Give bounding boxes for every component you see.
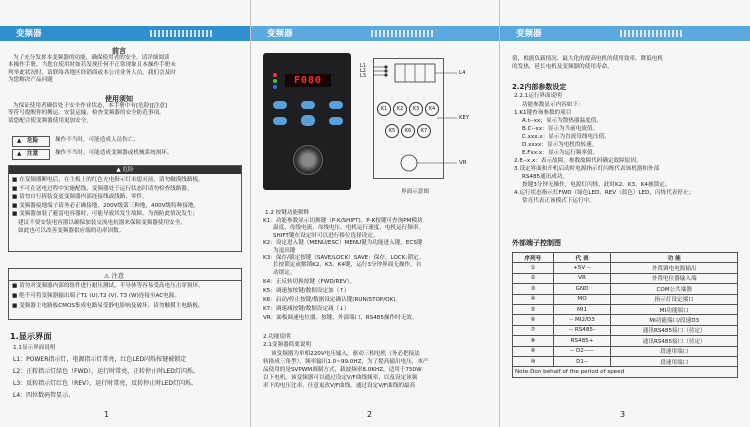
danger-item: ■ 在变频器断电后，在主板上的红色充电指示灯未熄灭前，请勿触摸线路板。 [12, 177, 204, 183]
param-line: E.Fxx.x：显示为运行频率值。 [522, 150, 599, 156]
diagram-key-k5: K5 [385, 124, 399, 138]
header-label: 变频器 [16, 29, 42, 39]
danger-item: ■ 变频器接地端子请务必正确接地，200V级第三种地，400V级特种接地。 [12, 202, 200, 209]
function-line: 转换成三角型），频率输出1.0~99.0HZ，为了提高输出电压，本产 [263, 359, 429, 365]
table-row: ⑤ MI1 MI功能端口 [513, 304, 738, 314]
param-line: D.xxxx：显示为电机的转速。 [522, 142, 598, 148]
caution-legend-text: 操作不当时，可能造成变频器或机械系统损坏。 [55, 150, 173, 156]
table-note: Note:Don behalf of the period of speed [513, 367, 738, 377]
run-stop-key[interactable] [301, 115, 315, 126]
danger-item: 建议不要安装电容器以确保加装交流电抗器来保障变频器使用安全， [18, 219, 186, 226]
display-line: L3：反转指示灯红色（REV），运行时常亮，反转停止时LED灯闪烁。 [13, 380, 197, 387]
param-line: 4.运行状态指示灯FWD（绿色LED，REV（蓝色）LED，闪烁代表停止； [514, 190, 695, 196]
display-line: L4：四位数码管显示。 [13, 392, 75, 399]
key-line: K6：启动/停止按键/数据设定确认键(RUN/STOP/OK)。 [263, 297, 402, 303]
page-2 [251, 0, 499, 427]
speed-knob[interactable] [293, 145, 323, 175]
danger-box-title: ▲ 危险 [9, 166, 241, 174]
safety-title: 使用须知 [105, 95, 133, 103]
table-row: ③ GND COM公共端器 [513, 284, 738, 294]
danger-legend-mark: ▲ 危险 [12, 136, 50, 147]
preface-title: 前言 [112, 47, 126, 55]
param-line: B.C--xx：显示为当前电流值。 [522, 126, 599, 132]
key-line: K7：调速减按键/数据设定减（↓） [263, 306, 350, 312]
section-title: 1.显示界面 [10, 331, 52, 341]
page-number: 3 [620, 410, 626, 419]
key-line: SHIFT键在设定时可以进行移位选择设定。 [273, 232, 379, 239]
column-header: 功 能 [611, 253, 738, 263]
param-line: 2.E--x.x：表示故障，参数故障代码确定故障原因。 [514, 158, 642, 164]
danger-item: ■ 请勿自行拆装变更变频器内部连接线或线路、零件。 [12, 194, 148, 200]
menu-key[interactable] [329, 117, 343, 125]
safety-line: 请您配合使变频器使用更加安全。 [8, 117, 92, 124]
status-led [273, 79, 277, 83]
pk-key[interactable] [329, 101, 343, 109]
danger-item: ■ 变频器加装了避雷电容器时，可能导致其发生故障，为预防此情况发生； [12, 211, 199, 217]
caution-legend-mark: ▲ 注意 [12, 149, 50, 160]
status-led [273, 73, 277, 77]
page-number: 1 [104, 410, 110, 419]
preface-line: 为了充分发挥本变频器的功能，确保使用者的安全，请详细阅读 [13, 55, 170, 61]
caution-box [8, 268, 242, 320]
column-header: 序列号 [513, 253, 554, 263]
safety-line: 为保证使用者确信处于安全作业状态，本手册中有[危险][注意] [13, 103, 168, 109]
table-row: ⑨ -- D2----- 段速用端口 [513, 346, 738, 356]
save-lock-key[interactable] [273, 117, 287, 125]
display-line: L1：POWER指示灯，电源指示灯常亮，红色LED闪烁按键被锁定 [13, 356, 187, 363]
caution-item: ■ 绝不可将变频器输出端子T1 (U),T2 (V), T3 (W)连接至AC电源。 [12, 293, 180, 299]
page-header-band [0, 26, 250, 41]
section-title: 2.2内部参数设定 [512, 83, 567, 91]
preface-line: 本操作手册，当您在使用时如若发现任何不正常现象且本操作手册未 [8, 62, 176, 69]
diagram-label-l4: L4 [459, 70, 466, 76]
key-line: K5：调速加按键/数据设定加（↑） [263, 288, 350, 294]
key-section-title: 1.2 按键功能解释 [265, 210, 310, 216]
table-row: ⑦ -- RS485- 通讯RS485接口（待定） [513, 325, 738, 335]
caution-box-title: ⚠ 注意 [104, 273, 124, 280]
param-line: 按键3分钟无操作，电源灯闪烁，此时K2、K3、K4被锁定。 [522, 182, 671, 188]
subsection-title: 1.1显示界面说明 [13, 345, 56, 351]
table-row: ⑩ D1-- 段速用端口 [513, 356, 738, 366]
table-row: ① +5V -- 外置调电电源输出 [513, 263, 738, 273]
diagram-key-k7: K7 [417, 124, 431, 138]
status-led [273, 85, 277, 89]
key-line: 温度、母线电流、母线电压、电机运行速度、电机运行频率。 [273, 225, 425, 232]
preface-line: 列举此状况时，请联络各地区经销商或本公司业务人员，我们会及时 [8, 69, 176, 76]
key-line: K3：保存/锁定按键（SAVE/LOCK）SAVE：保存，LOCK:锁定。 [263, 255, 425, 261]
fwd-rev-key[interactable] [301, 101, 315, 109]
param-line: A.t--xx；显示为散热器温度值。 [522, 118, 602, 124]
header-label: 变频器 [267, 29, 293, 39]
terminal-table [512, 252, 738, 378]
terminal-section-title: 外部端子控制图 [512, 239, 561, 247]
diagram-label-l2: L2 [360, 68, 366, 74]
column-header: 代 表 [553, 253, 611, 263]
table-row: ② VR 外置电位器输入端 [513, 273, 738, 283]
param-line: C.xxx.x：显示为直流母线电压值。 [522, 134, 610, 140]
page-header-band [251, 26, 499, 41]
key-line: K4：正反转切换按键（FWD/REV）。 [263, 279, 356, 285]
diagram-key-k3: K3 [409, 102, 423, 116]
function-line: 率下的电压比率，任意更改V/F曲线。通过设定V/F曲线的最高 [263, 383, 416, 389]
danger-box [8, 165, 242, 252]
safety-line: 等符号提醒你的搬运、安装运输、检查变频器的安全防范事项， [8, 110, 165, 117]
interface-diagram [360, 58, 481, 184]
param-line: 常亮代表正该模式下运行中。 [522, 198, 595, 204]
caution-item: ■ 请勿对变频器内部的组件进行耐压测试，半导体等容易受高电压击穿损坏。 [12, 283, 204, 289]
danger-legend-text: 操作不当时，可能造成人员伤亡。 [55, 137, 139, 143]
function-section-title: 2.功能说明 [263, 334, 291, 340]
diagram-key-k4: K4 [425, 102, 439, 116]
function-line: 以下电机。该变频器可以通过设定V/F曲线频率，以及设定该频 [263, 375, 418, 381]
param-line: 1.K1键查询参数的项目 [514, 110, 572, 116]
header-decoration [371, 30, 435, 37]
key-line: 动锁定。 [273, 269, 296, 276]
diagram-key-k1: K1 [377, 102, 391, 116]
page-3 [500, 0, 750, 427]
key-line: VR：面板调速电位器。按键、外部端口、RS485操作时无效。 [263, 315, 418, 321]
table-row: ⑥ -- MI2/D3 MI功能端口/段速D3 [513, 315, 738, 325]
table-row: ⑧ RS485+ 通讯RS485接口（待定） [513, 336, 738, 346]
function-line: 该变频器为单相220V电压输入，驱动三相电机（务必把接法 [271, 351, 420, 357]
param-line: 3.设定界面和开机启动时电源指示灯闪烁代表该机器和外部 [514, 166, 660, 172]
diagram-key-k2: K2 [393, 102, 407, 116]
intro-line: 的发热，延长电机及变频器的使用寿命。 [512, 64, 613, 70]
page-number: 2 [367, 410, 373, 419]
warning-icon: ▲ [17, 137, 22, 144]
function-line: 品使用的是SVPWM调制方式，载波频率8.0KHZ。适用于750W [263, 367, 422, 373]
key-line: K2：设定进入键（MENU/ESC）MENU键为功能进入键，ECS键 [263, 240, 423, 247]
page-1 [0, 0, 250, 427]
led-display: F080 [285, 74, 331, 87]
diagram-label-vr: VR [459, 160, 467, 166]
param-line: RS485通讯成功。 [522, 174, 569, 180]
subsection-title: 2.2.1运行界面说明 [514, 93, 562, 99]
table-header-row [513, 253, 738, 263]
danger-item: ■ 不可在送电过程中实施配线，变频器处于运行状态时请勿检查线路器。 [12, 185, 193, 192]
esc-key[interactable] [273, 101, 287, 109]
diagram-caption: 界面示意图 [401, 189, 429, 195]
key-line: 为退出键 [273, 247, 296, 254]
diagram-label-l3: L3 [360, 73, 366, 79]
table-note-row [513, 367, 738, 377]
page-header-band [500, 26, 750, 41]
param-line: 功能参数显示内容如下： [522, 102, 584, 108]
header-label: 变频器 [516, 29, 542, 39]
header-decoration [150, 30, 214, 37]
warning-icon: ▲ [17, 150, 22, 157]
display-line: L2：正转指示灯绿色（FWD），运行时常亮，正转停止时LED灯闪烁。 [13, 368, 199, 375]
key-line: K1：功能参数显示切换键（P-K/SHIFT)，P-K按键可查询PM模块 [263, 218, 423, 224]
danger-item: 如此也可以改善变频器供应端的功率因数。 [18, 228, 125, 234]
intro-line: 值，根据负载情况、最大化的提高电机的使用效率，降低电机 [512, 56, 664, 62]
caution-item: ■ 变频器主电路板CMOS集成电路易受静电影响及破坏，请勿触摸主电路板。 [12, 303, 204, 309]
diagram-label-key: KEY [459, 115, 470, 121]
keypad-panel-photo [263, 53, 351, 190]
header-decoration [620, 30, 684, 37]
diagram-label-l1: L1 [360, 63, 366, 69]
diagram-key-k6: K6 [401, 124, 415, 138]
preface-line: 为您解决产品问题 [8, 77, 53, 84]
table-row: ④ MO 指示灯设定端口 [513, 294, 738, 304]
function-subsection: 2.1变频器简要说明 [263, 342, 312, 348]
key-line: 长按锁定或解锁K2、K3、K4键，运行3分钟界面无操作，自 [273, 262, 422, 269]
